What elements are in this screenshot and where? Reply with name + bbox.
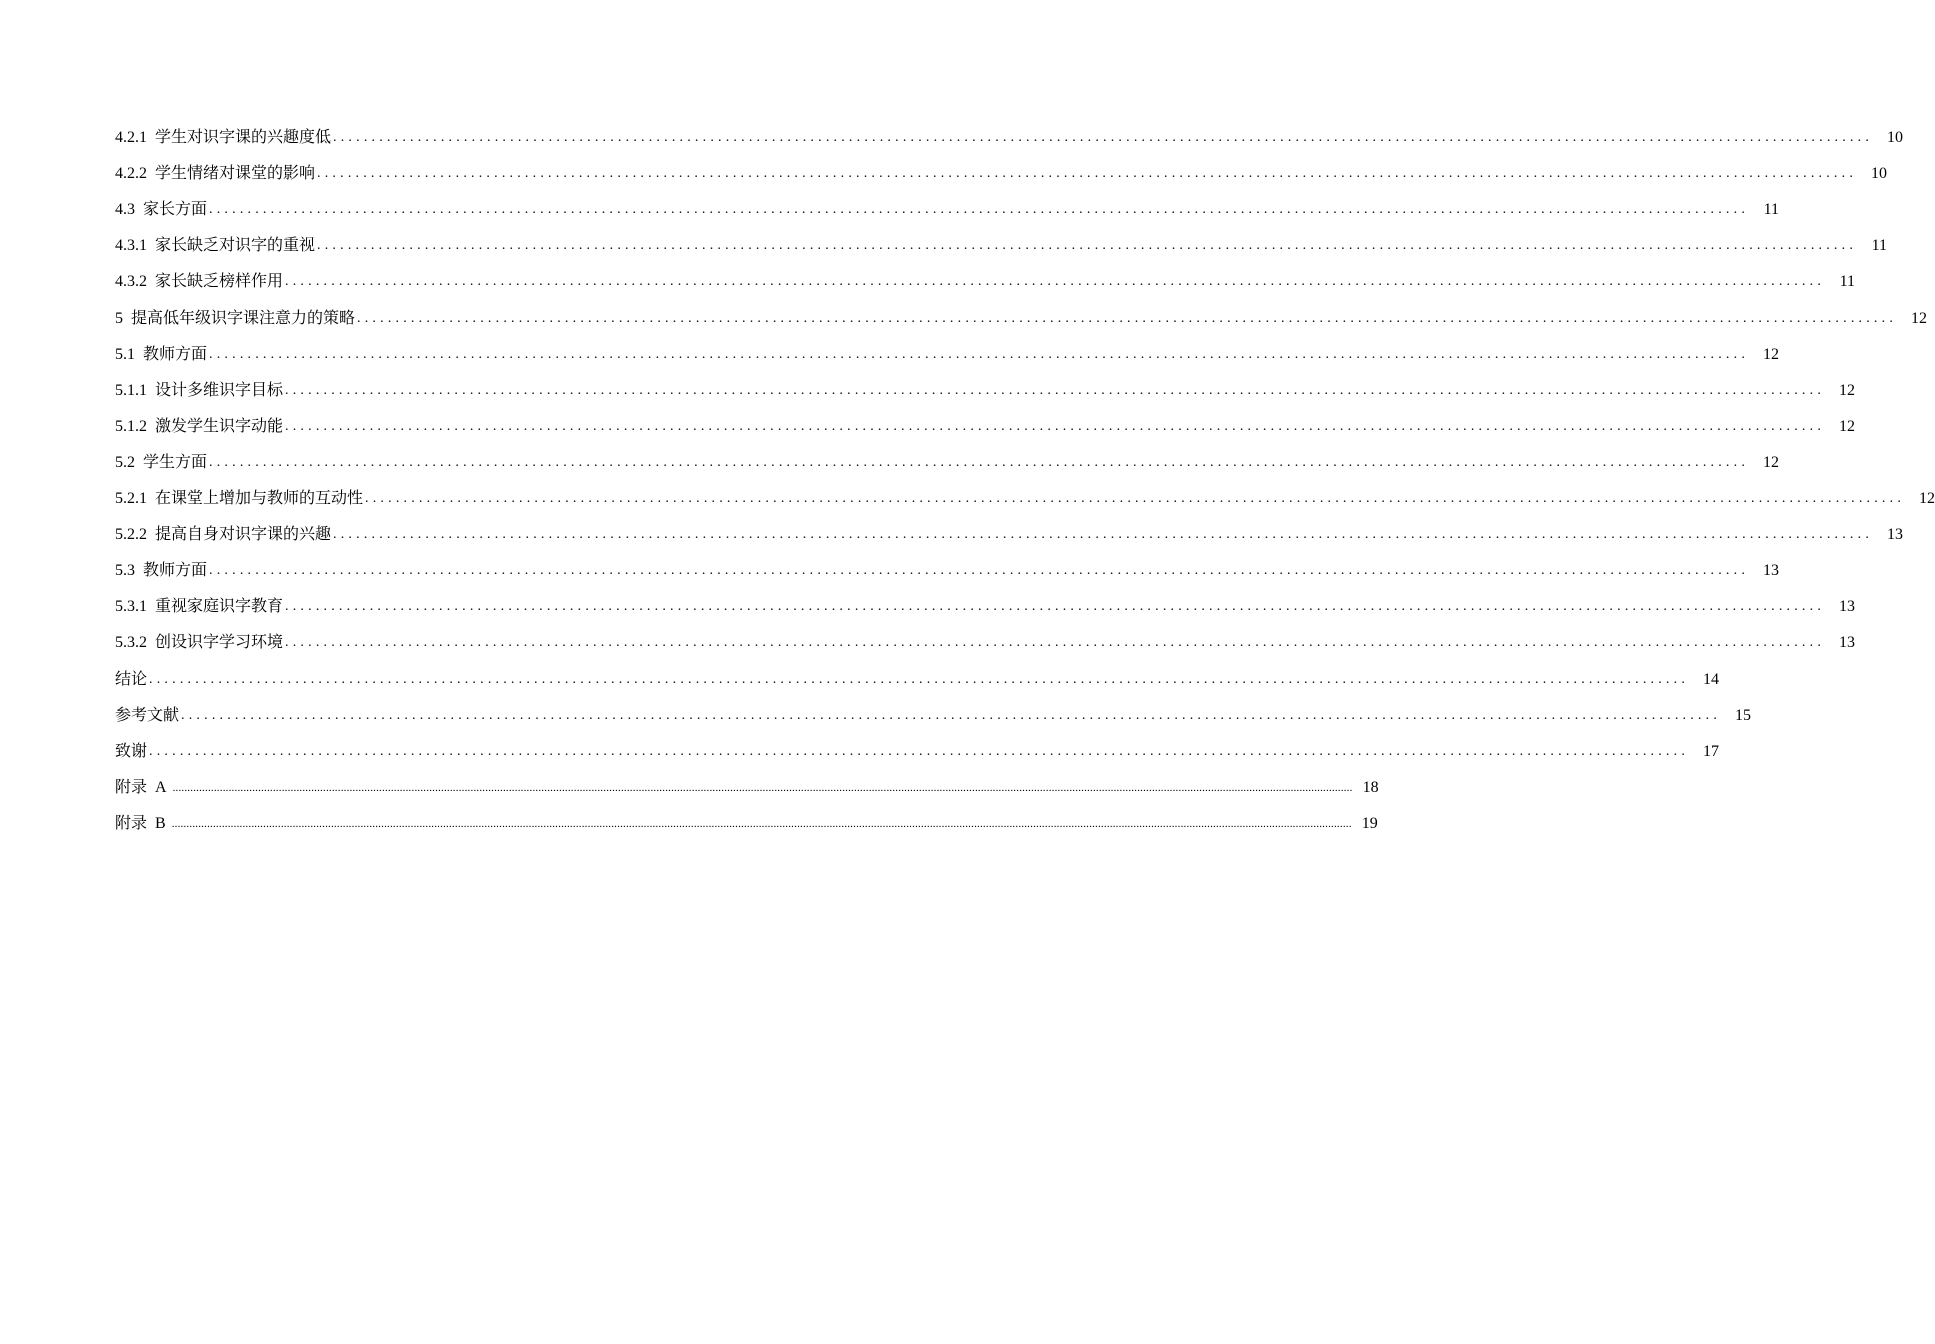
toc-dot-leader: ........................................................................................................................................................................................................ — [333, 527, 1874, 543]
toc-dot-leader: ................................................................................................................................................................................................................................................................................................................................................................................................................ — [172, 781, 1353, 794]
toc-entry[interactable] — [115, 726, 1720, 762]
toc-entry-title: 5.1.1 设计多维识字目标 — [115, 381, 284, 399]
toc-entry-title: 附录 B — [115, 814, 166, 832]
toc-entry-page-number: 14 — [1703, 670, 1720, 688]
toc-dot-leader: ................................................................................................................................................................................................................................................................................................................................................................................................................ — [171, 817, 1352, 830]
toc-entry-title: 5.3.2 创设识字学习环境 — [115, 634, 284, 652]
toc-dot-leader: ........................................................................................................................................................................................................ — [317, 166, 1858, 182]
toc-entry-page-number: 12 — [1919, 490, 1935, 508]
toc-dot-leader: ........................................................................................................................................................................................................ — [149, 743, 1690, 759]
toc-entry-page-number: 10 — [1871, 165, 1888, 183]
toc-entry-page-number: 12 — [1839, 417, 1856, 435]
toc-entry[interactable] — [115, 762, 1379, 798]
toc-dot-leader: ........................................................................................................................................................................................................ — [149, 671, 1690, 687]
toc-entry-title: 4.2.1 学生对识字课的兴趣度低 — [115, 129, 332, 147]
toc-entry[interactable] — [115, 329, 1780, 365]
toc-entry-page-number: 13 — [1763, 562, 1780, 580]
toc-dot-leader: ........................................................................................................................................................................................................ — [333, 130, 1874, 146]
toc-entry-page-number: 12 — [1763, 345, 1780, 363]
toc-dot-leader: ........................................................................................................................................................................................................ — [317, 238, 1858, 254]
toc-entry-title: 结论 — [115, 670, 148, 688]
toc-dot-leader: ........................................................................................................................................................................................................ — [285, 382, 1826, 398]
toc-entry[interactable] — [115, 148, 1888, 184]
toc-dot-leader: ........................................................................................................................................................................................................ — [285, 599, 1826, 615]
toc-entry-page-number: 11 — [1871, 237, 1888, 255]
toc-entry[interactable] — [115, 112, 1904, 148]
toc-entry[interactable] — [115, 798, 1378, 834]
toc-entry-title: 5.2.2 提高自身对识字课的兴趣 — [115, 526, 332, 544]
toc-dot-leader: ........................................................................................................................................................................................................ — [209, 563, 1750, 579]
toc-dot-leader: ........................................................................................................................................................................................................ — [209, 346, 1750, 362]
toc-entry[interactable] — [115, 545, 1780, 581]
toc-entry-title: 5.2 学生方面 — [115, 453, 208, 471]
toc-entry[interactable] — [115, 581, 1856, 617]
toc-entry[interactable] — [115, 256, 1856, 292]
table-of-contents — [115, 112, 1935, 834]
toc-entry[interactable] — [115, 184, 1780, 220]
toc-entry-page-number: 13 — [1839, 598, 1856, 616]
toc-dot-leader: ........................................................................................................................................................................................................ — [285, 274, 1826, 290]
toc-entry[interactable] — [115, 617, 1856, 653]
toc-entry-page-number: 11 — [1763, 201, 1780, 219]
toc-entry-title: 4.3.1 家长缺乏对识字的重视 — [115, 237, 316, 255]
toc-entry-page-number: 12 — [1839, 381, 1856, 399]
toc-entry-page-number: 12 — [1763, 453, 1780, 471]
toc-entry-title: 参考文献 — [115, 706, 180, 724]
toc-entry-title: 附录 A — [115, 778, 167, 796]
toc-entry-title: 4.2.2 学生情绪对课堂的影响 — [115, 165, 316, 183]
toc-dot-leader: ........................................................................................................................................................................................................ — [209, 454, 1750, 470]
toc-entry[interactable] — [115, 220, 1888, 256]
toc-entry[interactable] — [115, 365, 1856, 401]
toc-entry-title: 5.3 教师方面 — [115, 562, 208, 580]
toc-entry-page-number: 12 — [1911, 309, 1928, 327]
toc-entry[interactable] — [115, 437, 1780, 473]
toc-entry[interactable] — [115, 653, 1720, 689]
toc-entry-page-number: 18 — [1362, 778, 1379, 796]
toc-entry-title: 5.1 教师方面 — [115, 345, 208, 363]
toc-entry[interactable] — [115, 292, 1928, 328]
toc-entry-page-number: 19 — [1361, 814, 1378, 832]
toc-entry-title: 4.3.2 家长缺乏榜样作用 — [115, 273, 284, 291]
toc-entry-title: 5.1.2 激发学生识字动能 — [115, 417, 284, 435]
toc-entry-title: 致谢 — [115, 742, 148, 760]
toc-entry-page-number: 13 — [1887, 526, 1904, 544]
toc-entry-page-number: 15 — [1735, 706, 1752, 724]
toc-entry-title: 5 提高低年级识字课注意力的策略 — [115, 309, 356, 327]
toc-dot-leader: ........................................................................................................................................................................................................ — [285, 635, 1826, 651]
toc-dot-leader: ........................................................................................................................................................................................................ — [181, 707, 1722, 723]
toc-dot-leader: ........................................................................................................................................................................................................ — [365, 491, 1906, 507]
toc-entry[interactable] — [115, 690, 1752, 726]
toc-entry[interactable] — [115, 401, 1856, 437]
toc-entry-page-number: 11 — [1839, 273, 1856, 291]
toc-entry[interactable] — [115, 509, 1904, 545]
toc-dot-leader: ........................................................................................................................................................................................................ — [357, 310, 1898, 326]
toc-entry[interactable] — [115, 473, 1935, 509]
toc-dot-leader: ........................................................................................................................................................................................................ — [209, 202, 1750, 218]
toc-dot-leader: ........................................................................................................................................................................................................ — [285, 418, 1826, 434]
toc-entry-page-number: 10 — [1887, 129, 1904, 147]
toc-entry-page-number: 13 — [1839, 634, 1856, 652]
toc-entry-title: 5.3.1 重视家庭识字教育 — [115, 598, 284, 616]
toc-entry-title: 5.2.1 在课堂上增加与教师的互动性 — [115, 490, 364, 508]
toc-entry-page-number: 17 — [1703, 742, 1720, 760]
toc-entry-title: 4.3 家长方面 — [115, 201, 208, 219]
